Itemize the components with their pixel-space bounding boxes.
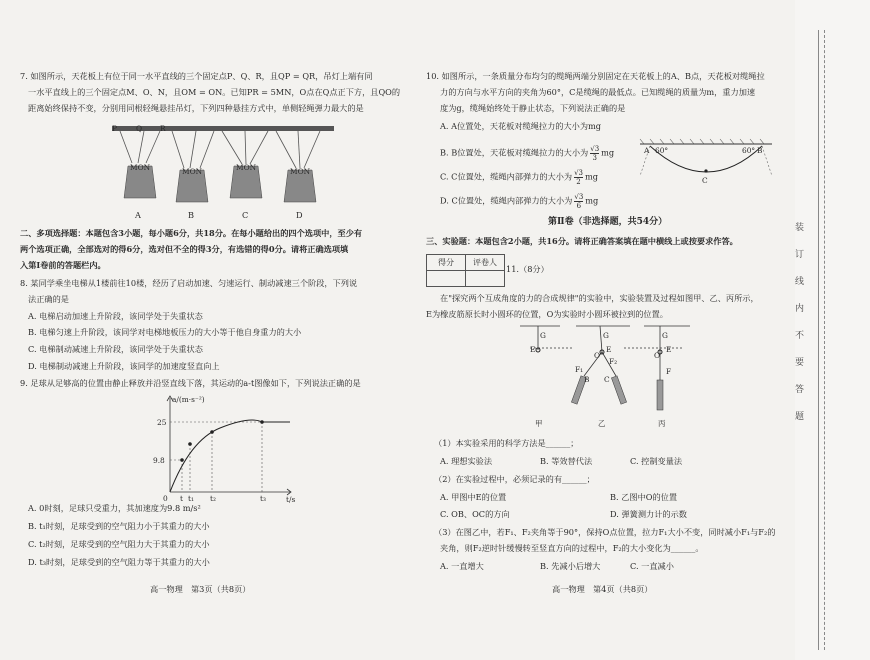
q9-tick-t: t	[180, 494, 183, 503]
q11-title: 11.（8分）	[506, 264, 549, 274]
q11-sub1: （1）本实验采用的科学方法是______；	[434, 438, 579, 448]
q9-axis-a-label: a/(m·s⁻²)	[172, 395, 205, 404]
q8-line2: 法正确的是	[28, 294, 69, 304]
q11-line2: E为橡皮筋原长时小圆环的位置，O为实验时小圆环被拉到的位置。	[426, 309, 668, 319]
q7-line2: 一水平直线上的三个固定点M、O、N，且OM = ON。已知PR = 5MN，O点在Q点正下方，且QO的	[28, 87, 401, 97]
q9-tick-25: 25	[157, 418, 167, 427]
q9-option-b: B. t₁时刻，足球受到的空气阻力小于其重力的大小	[28, 521, 210, 531]
score-cell[interactable]	[427, 271, 466, 287]
q7-line3: 距离始终保持不变，分别用同根轻绳悬挂吊灯，下列四种悬挂方式中，单侧轻绳弹力最大的是	[28, 103, 364, 113]
q11-fig-c-g: G	[662, 331, 668, 340]
q8-option-a: A. 电梯启动加速上升阶段，该同学处于失重状态	[28, 311, 203, 321]
q11-fig-a-e: E	[530, 345, 536, 354]
part-two-title: 第Ⅱ卷（非选择题，共54分）	[548, 217, 668, 227]
q10-d-suffix: mg	[585, 195, 599, 206]
q7-label-r: R	[160, 124, 166, 133]
q10-option-a: A. A位置处，天花板对缆绳拉力的大小为mg	[440, 121, 602, 131]
q11-sub3-line1: （3）在图乙中，若F₁、F₂夹角等于90°，保持O点位置，拉力F₁大小不变，同时减小F₁与F₂的	[434, 527, 776, 537]
q10-c-denominator: 2	[576, 178, 581, 186]
q9-at-graph	[150, 392, 300, 502]
q11-fig-c-e: E	[666, 345, 672, 354]
q11-sub1-c: C. 控制变量法	[630, 456, 683, 466]
q11-fig-label-b: 乙	[598, 419, 606, 428]
q10-b-numerator: √3	[590, 145, 600, 153]
q11-fig-b-b: B	[584, 375, 590, 384]
q9-option-c: C. t₂时刻，足球受到的空气阻力大于其重力的大小	[28, 539, 210, 549]
q7-option-d: D	[296, 210, 303, 220]
left-page-footer: 高一物理 第3页（共8页）	[150, 584, 251, 594]
section2-line3: 入第Ⅰ卷前的答题栏内。	[20, 260, 106, 270]
q9-tick-t3: t₃	[260, 494, 266, 503]
q11-fig-b-g: G	[603, 331, 609, 340]
q10-option-c	[440, 169, 598, 186]
q10-c-suffix: mg	[585, 171, 599, 182]
q10-d-numerator: √3	[574, 193, 584, 201]
q9-tick-98: 9.8	[153, 456, 165, 465]
q11-sub3-b: B. 先减小后增大	[540, 561, 601, 571]
q10-d-prefix: D. C位置处，缆绳内部弹力的大小为	[440, 195, 573, 206]
q11-fig-c-f: F	[666, 367, 672, 376]
q10-d-denominator: 6	[576, 202, 582, 210]
section3-instruction: 三、实验题：本题包含2小题，共16分。请将正确答案填在题中横线上或按要求作答。	[426, 236, 738, 246]
q10-b-suffix: mg	[601, 147, 615, 158]
q10-line3: 度为g，缆绳始终处于静止状态，下列说法正确的是	[440, 103, 626, 113]
q10-b-prefix: B. B位置处，天花板对缆绳拉力的大小为	[440, 147, 589, 158]
section2-line1: 二、多项选择题：本题包含3小题，每小题6分，共18分。在每小题给出的四个选项中，至少有	[20, 228, 363, 238]
section2-line2: 两个选项正确，全部选对的得6分，选对但不全的得3分，有选错的得0分。请将正确选项填	[20, 244, 349, 254]
q10-label-c: C	[702, 176, 708, 185]
q7-option-b: B	[188, 210, 195, 220]
right-page-footer: 高一物理 第4页（共8页）	[552, 584, 653, 594]
binding-text	[799, 222, 811, 438]
q11-sub3-c: C. 一直减小	[630, 561, 674, 571]
score-table	[426, 254, 505, 287]
q11-line1: 在"探究两个互成角度的力的合成规律"的实验中，实验装置及过程如图甲、乙、丙所示，	[440, 293, 759, 303]
q11-sub3-a: A. 一直增大	[440, 561, 484, 571]
q8-option-b: B. 电梯匀速上升阶段，该同学对电梯地板压力的大小等于他自身重力的大小	[28, 327, 302, 337]
q11-sub1-b: B. 等效替代法	[540, 456, 593, 466]
q7-label-mon-a: MON	[130, 163, 151, 172]
q11-fig-b-c: C	[604, 375, 610, 384]
q10-label-b: B	[757, 146, 763, 155]
q10-option-d	[440, 193, 598, 210]
q10-angle-left: 60°	[655, 146, 669, 155]
q9-option-d: D. t₃时刻，足球受到的空气阻力等于其重力的大小	[28, 557, 210, 567]
q9-axis-t-label: t/s	[286, 495, 296, 504]
score-label: 得分	[427, 255, 466, 271]
q11-sub2-b: B. 乙图中O的位置	[610, 492, 678, 502]
q7-label-mon-d: MON	[290, 167, 311, 176]
q10-line2: 力的方向与水平方向的夹角为60°，C是缆绳的最低点。已知缆绳的质量为m，重力加速	[440, 87, 756, 97]
q10-b-denominator: 3	[592, 154, 597, 162]
q7-line1: 7. 如图所示，天花板上有位于同一水平直线的三个固定点P、Q、R，且QP = QR，吊灯上端有同	[20, 71, 373, 81]
q11-fig-b-f2: F₂	[609, 357, 618, 366]
q9-tick-t1: t₁	[188, 494, 194, 503]
q7-label-q: Q	[136, 124, 143, 133]
q11-sub1-a: A. 理想实验法	[440, 456, 493, 466]
q11-fig-b-f1: F₁	[575, 365, 584, 374]
q9-option-a: A. 0时刻，足球只受重力，其加速度为9.8 m/s²	[28, 503, 201, 513]
q11-sub2-c: C. OB、OC的方向	[440, 509, 510, 519]
binding-line-outer	[824, 30, 825, 650]
q10-c-prefix: C. C位置处，缆绳内部弹力的大小为	[440, 171, 573, 182]
binding-line-inner	[818, 30, 819, 650]
q11-sub3-line2: 夹角，则F₂逆时针缓慢转至竖直方向的过程中，F₂的大小变化为______。	[440, 543, 704, 553]
q11-fig-b-o: O	[594, 351, 601, 360]
q7-label-mon-c: MON	[236, 163, 257, 172]
q11-sub2-d: D. 弹簧测力计的示数	[610, 509, 687, 519]
q11-experiment-figure	[520, 322, 700, 422]
q7-option-a: A	[135, 210, 141, 220]
q11-sub2-a: A. 甲图中E的位置	[440, 492, 507, 502]
q10-line1: 10. 如图所示，一条质量分布均匀的缆绳两端分别固定在天花板上的A、B点，天花板对缆绳拉	[426, 71, 765, 81]
q10-angle-right: 60°	[742, 146, 756, 155]
q8-line1: 8. 某同学乘坐电梯从1楼前往10楼，经历了启动加速、匀速运行、制动减速三个阶段，下列说	[20, 278, 358, 288]
q9-tick-t2: t₂	[210, 494, 216, 503]
q7-label-mon-b: MON	[182, 167, 203, 176]
q11-fig-c-o: O	[654, 351, 661, 360]
q10-option-b	[440, 145, 614, 162]
q8-option-c: C. 电梯制动减速上升阶段，该同学处于失重状态	[28, 344, 203, 354]
q11-fig-label-a: 甲	[535, 419, 543, 428]
q11-fig-b-e: E	[606, 345, 612, 354]
q10-label-a: A	[644, 146, 650, 155]
q7-label-p: P	[112, 124, 117, 133]
q11-sub2: （2）在实验过程中，必须记录的有______；	[434, 474, 595, 484]
q10-c-numerator: √3	[574, 169, 583, 177]
q9-tick-0: 0	[163, 494, 168, 503]
q8-option-d: D. 电梯制动减速上升阶段，该同学的加速度竖直向上	[28, 361, 220, 371]
q11-fig-a-g: G	[540, 331, 546, 340]
grader-cell[interactable]	[466, 271, 505, 287]
q11-fig-label-c: 丙	[658, 419, 666, 428]
grader-label: 评卷人	[466, 255, 505, 271]
q7-option-c: C	[242, 210, 249, 220]
q9-line1: 9. 足球从足够高的位置由静止释放并沿竖直线下落，其运动的a-t图像如下，下列说法正确的是	[20, 378, 361, 388]
